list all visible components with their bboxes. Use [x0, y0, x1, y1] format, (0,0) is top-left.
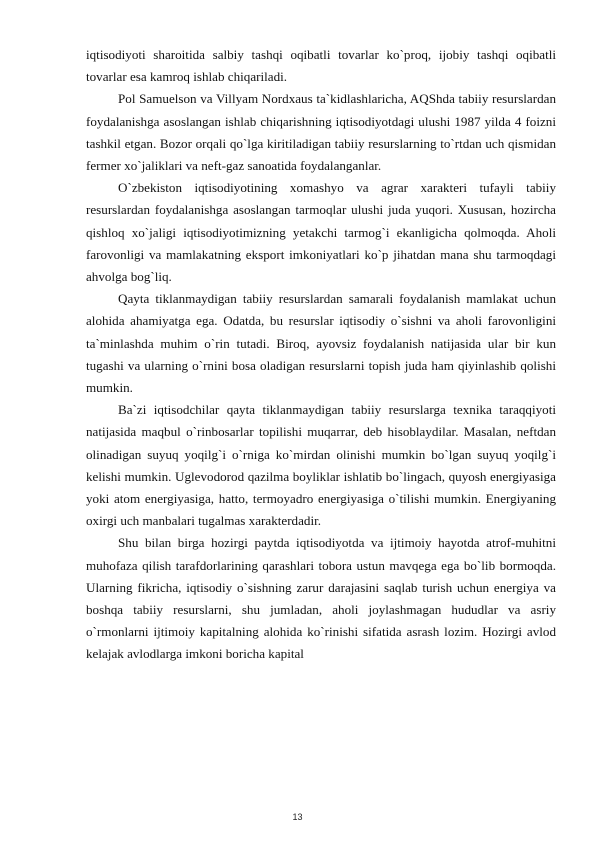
paragraph-environment: Shu bilan birga hozirgi paytda iqtisodiyotda va ijtimoiy hayotda atrof-muhitni muhofaza qilish tarafdorlarining qarashlari tobora ustun mavqega ega bo`lib bormoqda. Ularning fikricha, iqtisodiy o`sishning zarur darajasini saqlab turish uchun energiya va boshqa tabiiy resurslarni, shu jumladan, aholi joylashmagan hududlar va asriy o`rmonlarni ijtimoiy kapitalning alohida ko`rinishi sifatida asrash lozim. Hozirgi avlod kelajak avlodlarga imkoni boricha kapital: [86, 535, 556, 662]
page-number: 13: [292, 812, 303, 822]
document-body: [86, 44, 556, 666]
paragraph-nonrenewable: Qayta tiklanmaydigan tabiiy resurslardan samarali foydalanish mamlakat uchun alohida ahamiyatga ega. Odatda, bu resurslar iqtisodiy o`sishni va aholi farovonligini ta`minlashda muhim o`rin tutadi. Biroq, ayovsiz foydalanish natijasida ular bir kun tugashi va ularning o`rnini bosa oladigan resurslarni topish juda ham qiyinlashib qolishi mumkin.: [86, 291, 556, 396]
paragraph-continuation: iqtisodiyoti sharoitida salbiy tashqi oqibatli tovarlar ko`proq, ijobiy tashqi oqibatli tovarlar esa kamroq ishlab chiqariladi.: [86, 47, 556, 85]
paragraph-samuelson: Pol Samuelson va Villyam Nordxaus ta`kidlashlaricha, AQShda tabiiy resurslardan foydalanishga asoslangan ishlab chiqarishning iqtisodiyotdagi ulushi 1987 yilda 4 foizni tashkil etgan. Bozor orqali qo`lga kiritiladigan tabiiy resurslarning to`rtdan uch qismidan fermer xo`jaliklari va neft-gaz sanoatida foydalanganlar.: [86, 91, 556, 174]
paragraph-uzbekistan: O`zbekiston iqtisodiyotining xomashyo va agrar xarakteri tufayli tabiiy resurslardan foydalanishga asoslangan tarmoqlar ulushi juda yuqori. Xususan, hozircha qishloq xo`jaligi iqtisodiyotimizning yetakchi tarmog`i ekanligicha qolmoqda. Aholi farovonligi va mamlakatning eksport imkoniyatlari ko`p jihatdan mana shu tarmoqdagi ahvolga bog`liq.: [86, 180, 556, 285]
paragraph-economists: Ba`zi iqtisodchilar qayta tiklanmaydigan tabiiy resurslarga texnika taraqqiyoti natijasida maqbul o`rinbosarlar topilishi muqarrar, deb hisoblaydilar. Masalan, neftdan olinadigan suyuq yoqilg`i o`rniga ko`mirdan olinishi mumkin bo`lgan suyuq yoqilg`i kelishi mumkin. Uglevodorod qazilma boyliklar ishlatib bo`lingach, quyosh energiyasiga yoki atom energiyasiga, hatto, termoyadro energiyasiga o`tilishi mumkin. Energiyaning oxirgi uch manbalari tugalmas xarakterdadir.: [86, 402, 556, 529]
